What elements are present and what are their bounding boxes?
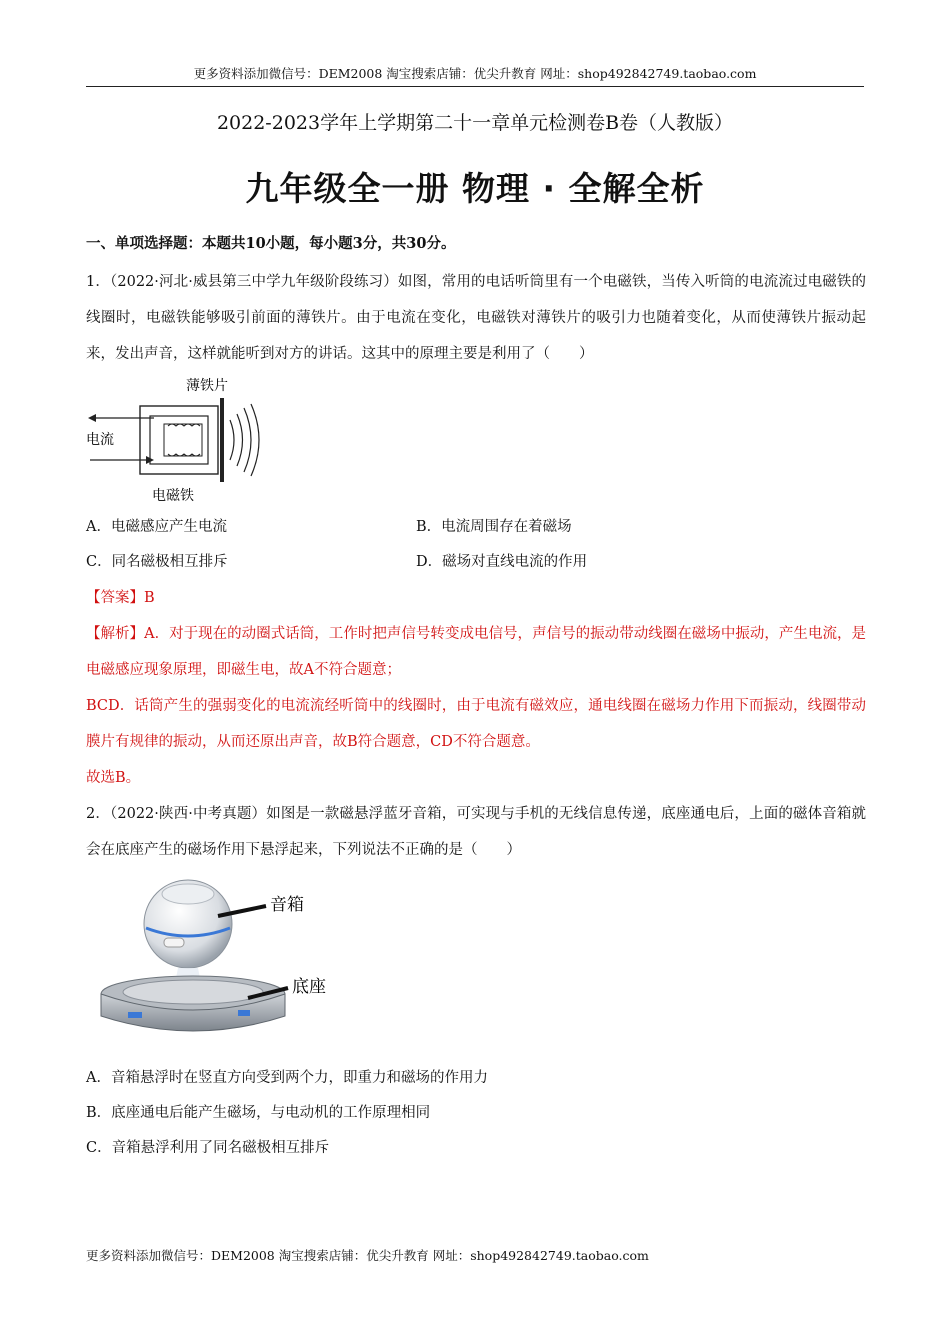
q2-option-a: A．音箱悬浮时在竖直方向受到两个力，即重力和磁场的作用力 [86,1070,488,1086]
section-heading: 一、单项选择题：本题共10小题，每小题3分，共30分。 [86,235,456,252]
label-base: 底座 [292,977,326,997]
q1-analysis [86,616,866,688]
page-footer: 更多资料添加微信号：DEM2008 淘宝搜索店铺：优尖升教育 网址：shop492842749.taobao.com [86,1248,649,1263]
header-divider [86,86,864,87]
page-title: 九年级全一册 物理 · 全解全析 [245,169,705,208]
q1-analysis-bcd: BCD．话筒产生的强弱变化的电流流经听筒中的线圈时，由于电流有磁效应，通电线圈在磁场力作用下而振动，线圈带动膜片有规律的振动，从而还原出声音，故B符合题意，CD不符合题意。 [86,698,866,750]
q1-option-d: D．磁场对直线电流的作用 [416,554,588,570]
label-current: 电流 [86,432,114,448]
q1-conclusion: 故选B。 [86,770,141,786]
page-header: 更多资料添加微信号：DEM2008 淘宝搜索店铺：优尖升教育 网址：shop492842749.taobao.com [193,66,757,81]
maglev-speaker-image [98,876,338,1051]
label-electromagnet: 电磁铁 [152,488,194,504]
question-1-options [86,510,866,580]
label-speaker: 音箱 [270,895,304,915]
electromagnet-diagram [86,376,286,506]
q1-option-b: B．电流周围存在着磁场 [416,519,572,535]
label-thin-iron: 薄铁片 [186,378,228,394]
content-area [86,230,866,1166]
question-2-stem: 2．（2022·陕西·中考真题）如图是一款磁悬浮蓝牙音箱，可实现与手机的无线信息传递，底座通电后，上面的磁体音箱就会在底座产生的磁场作用下悬浮起来，下列说法不正确的是（ ） [86,806,866,858]
analysis-label: 【解析】 [86,626,145,642]
q2-option-b: B．底座通电后能产生磁场，与电动机的工作原理相同 [86,1105,431,1121]
q1-option-c: C．同名磁极相互排斥 [86,554,228,570]
q2-option-c: C．音箱悬浮利用了同名磁极相互排斥 [86,1140,330,1156]
question-1-stem: 1．（2022·河北·威县第三中学九年级阶段练习）如图，常用的电话听筒里有一个电磁铁，当传入听筒的电流流过电磁铁的线圈时，电磁铁能够吸引前面的薄铁片。由于电流在变化，电磁铁对薄铁片的吸引力也随着变化，从而使薄铁片振动起来，发出声音，这样就能听到对方的讲话。这其中的原理主要是利用了（ ） [86,274,866,362]
document-title: 2022-2023学年上学期第二十一章单元检测卷B卷（人教版） [216,112,734,134]
analysis-part-a: A．对于现在的动圈式话筒，工作时把声信号转变成电信号，声信号的振动带动线圈在磁场中振动，产生电流，是电磁感应现象原理，即磁生电，故A不符合题意； [86,626,866,678]
q1-option-a: A．电磁感应产生电流 [86,519,227,535]
q1-answer: 【答案】B [86,590,155,606]
